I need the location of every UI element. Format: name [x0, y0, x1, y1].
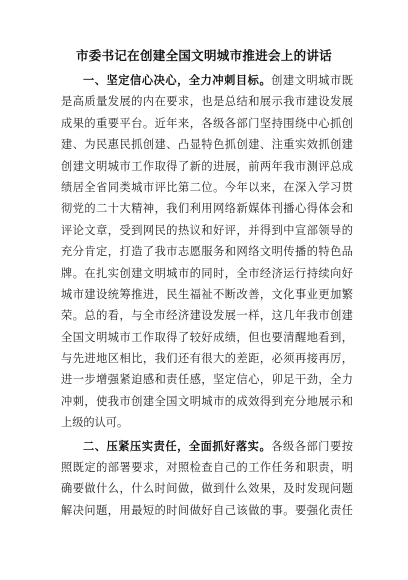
- section-heading: 二、压紧压实责任，全面抓好落实。: [83, 439, 272, 453]
- paragraph-line: 绩居全省同类城市评比第二位。今年以来，在深入学习贯: [61, 180, 353, 194]
- document-title: 市委书记在创建全国文明城市推进会上的讲话: [75, 48, 332, 63]
- paragraph-line: 是高质量发展的内在要求，也是总结和展示我市建设发展: [61, 95, 353, 109]
- paragraph-line: 与先进地区相比，我们还有很大的差距，必须再接再厉，: [61, 352, 353, 366]
- paragraph-line: 进一步增强紧迫感和责任感，坚定信心，卯足干劲，全力: [61, 373, 353, 387]
- document-body: [61, 70, 353, 521]
- paragraph-text: 创建文明城市既: [271, 74, 353, 87]
- paragraph-line: 上级的认可。: [61, 416, 129, 430]
- paragraph-line: [61, 70, 353, 91]
- paragraph-line: 城市建设统筹推进，民生福祉不断改善，文化事业更加繁: [61, 287, 353, 301]
- paragraph-line: 确要做什么，什么时间做，做到什么效果，及时发现问题: [61, 482, 353, 496]
- paragraph-line: [61, 436, 353, 457]
- paragraph-line: 彻党的二十大精神，我们利用网络新媒体刊播心得体会和: [61, 202, 353, 216]
- paragraph-line: 荣。总的看，与全市经济建设发展一样，这几年我市创建: [61, 309, 353, 323]
- paragraph-line: 创建文明城市工作取得了新的进展，前两年我市测评总成: [61, 159, 353, 173]
- paragraph-line: 充分肯定，打造了我市志愿服务和网络文明传播的特色品: [61, 245, 353, 259]
- section-heading: 一、坚定信心决心，全力冲刺目标。: [83, 74, 272, 87]
- paragraph-line: 成果的重要平台。近年来，各级各部门坚持围绕中心抓创: [61, 116, 353, 130]
- paragraph-line: 解决问题，用最短的时间做好自己该做的事。要强化责任: [61, 503, 353, 517]
- paragraph-line: 全国文明城市工作取得了较好成绩，但也要清醒地看到，: [61, 330, 353, 344]
- paragraph-line: 冲刺，使我市创建全国文明城市的成效得到充分地展示和: [61, 394, 353, 408]
- paragraph-line: 建、为民惠民抓创建、凸显特色抓创建、注重实效抓创建: [61, 138, 353, 152]
- paragraph-line: 照既定的部署要求，对照检查自己的工作任务和职责，明: [61, 461, 353, 475]
- paragraph-line: 评论文章，受到网民的热议和好评，并得到中宣部领导的: [61, 223, 353, 237]
- paragraph-text: 各级各部门要按: [271, 439, 353, 453]
- paragraph-line: 牌。在扎实创建文明城市的同时，全市经济运行持续向好: [61, 266, 353, 280]
